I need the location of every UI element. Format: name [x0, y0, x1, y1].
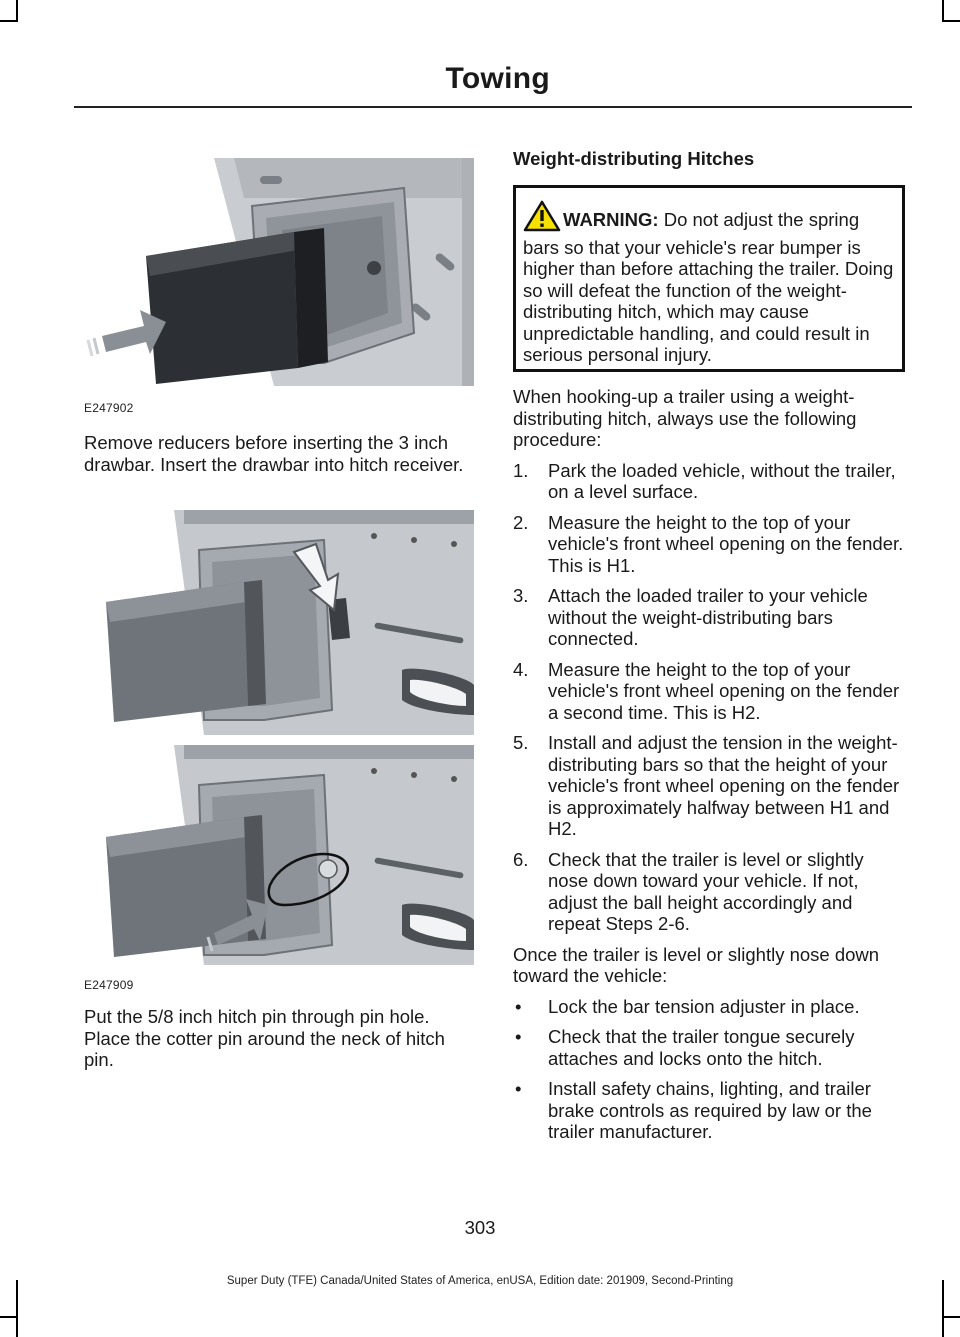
warning-triangle-icon	[523, 200, 561, 237]
page-number: 303	[464, 1217, 496, 1238]
after-steps-text: Once the trailer is level or slightly nose down toward the vehicle:	[513, 943, 880, 986]
figure-code: E247902	[84, 401, 134, 415]
list-item: 2. Measure the height to the top of your vehicle's front wheel opening on the fender. This is H1.	[513, 511, 904, 576]
bullet-list	[513, 996, 908, 1143]
instruction-paragraph: Put the 5/8 inch hitch pin through pin hole. Place the cotter pin around the neck of hitch pin.	[84, 1006, 445, 1070]
list-item: 6. Check that the trailer is level or slightly nose down toward your vehicle. If not, adjust the ball height accordingly and repeat Steps 2-6.	[513, 848, 864, 934]
list-item: • Lock the bar tension adjuster in place.	[515, 995, 860, 1017]
procedure-section	[513, 386, 908, 1152]
warning-text: Do not adjust the spring bars so that your vehicle's rear bumper is higher than before attaching the trailer. Doing so will defeat the function of the weight-distributing hitch, which may cause unpredictable handling, and could result in serious personal injury.	[523, 209, 894, 365]
section-heading: Weight-distributing Hitches	[513, 148, 755, 169]
procedure-steps	[513, 460, 908, 935]
warning-box	[513, 185, 905, 372]
crop-mark	[16, 0, 18, 22]
list-item: 1. Park the loaded vehicle, without the trailer, on a level surface.	[513, 459, 896, 502]
list-item: • Install safety chains, lighting, and trailer brake controls as required by law or the trailer manufacturer.	[515, 1078, 872, 1142]
page-title: Towing	[445, 62, 550, 95]
header-rule	[74, 106, 912, 108]
crop-mark	[0, 20, 18, 22]
crop-mark	[16, 1280, 18, 1337]
crop-mark	[942, 1316, 960, 1318]
instruction-paragraph: Remove reducers before inserting the 3 inch drawbar. Insert the drawbar into hitch receiver.	[84, 432, 464, 475]
procedure-intro: When hooking-up a trailer using a weight-distributing hitch, always use the following procedure:	[513, 386, 857, 450]
list-item: • Check that the trailer tongue securely attaches and locks onto the hitch.	[515, 1026, 855, 1069]
figure-hitch-pin	[84, 510, 474, 965]
crop-mark	[0, 1316, 18, 1318]
crop-mark	[942, 20, 960, 22]
list-item: 3. Attach the loaded trailer to your vehicle without the weight-distributing bars connected.	[513, 585, 868, 649]
figure-code: E247909	[84, 978, 134, 992]
list-item: 5. Install and adjust the tension in the weight-distributing bars so that the height of your vehicle's front wheel opening on the fender is approximately halfway between H1 and H2.	[513, 732, 900, 839]
figure-drawbar-insert	[84, 158, 474, 386]
footer-text: Super Duty (TFE) Canada/United States of America, enUSA, Edition date: 201909, Second-Printing	[226, 1275, 734, 1287]
crop-mark	[942, 0, 944, 22]
warning-label: WARNING:	[563, 209, 659, 230]
crop-mark	[942, 1280, 944, 1337]
list-item: 4. Measure the height to the top of your vehicle's front wheel opening on the fender a second time. This is H2.	[513, 658, 900, 723]
